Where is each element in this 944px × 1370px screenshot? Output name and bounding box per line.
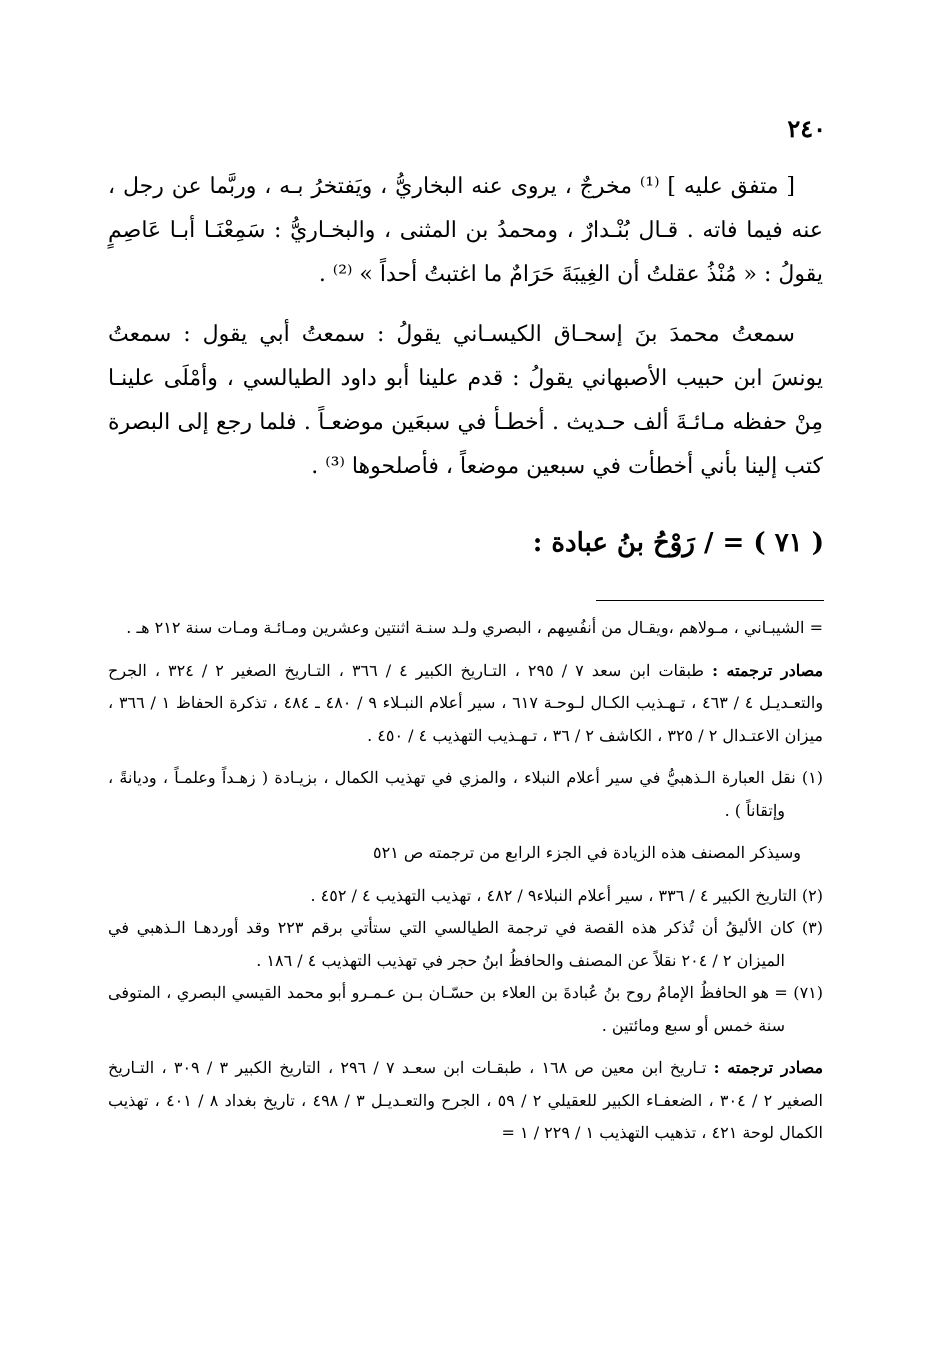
- page-number: ٢٤٠: [787, 114, 826, 143]
- footnote-1: (١) نقل العبارة الـذهبيُّ في سير أعلام النبلاء ، والمزي في تهذيب الكمال ، بزيـادة ( زهـداً وعلمـاً ، وديانةً ، وإتقاناً ) .: [108, 768, 823, 820]
- sources-text: طبقات ابن سعد ٧ / ٢٩٥ ، التـاريخ الكبير ٤ / ٣٦٦ ، التـاريخ الصغير ٢ / ٣٢٤ ، الجرح والتعـديـل ٤ / ٤٦٣ ، تـهـذيب الكـال لـوحـة ٦١٧ ، سير أعلام النبـلاء ٩ / ٤٨٠ ـ ٤٨٤ ، تذكرة الحفاظ ١ / ٣٦٦ ، ميزان الاعتـدال ٢ / ٣٢٥ ، الكاشف ٢ / ٣٦ ، تـهـذيب التهذيب ٤ / ٤٥٠ .: [108, 660, 824, 745]
- sources-label: مصادر ترجمته :: [712, 660, 824, 680]
- footnotes: [108, 612, 823, 1150]
- sources-text: تـاريخ ابن معين ص ١٦٨ ، طبقـات ابن سعـد ٧ / ٢٩٦ ، التاريخ الكبير ٣ / ٣٠٩ ، التـاريخ الصغير ٢ / ٣٠٤ ، الضعفـاء الكبير للعقيلي ٢ / ٥٩ ، الجرح والتعـديـل ٣ / ٤٩٨ ، تاريخ بغداد ٨ / ٤٠١ ، تهذيب الكمال لوحة ٤٢١ ، تذهيب التهذيب ١ / ٢٢٩ / ١ =: [108, 1058, 823, 1142]
- footnote-71: (٧١) = هو الحافظُ الإمامُ روح بنُ عُبادةَ بن العلاء بن حسّـان بـن عـمـرو أبو محمد القيسي البصري ، المتوفى سنة خمس أو سبع ومائتين .: [108, 983, 823, 1035]
- main-paragraph-1: [ متفق عليه ] ⁽¹⁾ مخرجٌ ، يروى عنه البخاريُّ ، ويَفتخرُ بـه ، وربَّما عن رجل ، عنه فيما فاته . قـال بُنْـدارٌ ، ومحمدُ بن المثنى ، والبخـاريُّ : سَمِعْنَـا أبـا عَاصِمٍ يقولُ : « مُنْذُ عقلتُ أن الغِيبَةَ حَرَامٌ ما اغتبتُ أحداً » ⁽²⁾ .: [108, 174, 823, 287]
- footnote-sources-1: [108, 655, 823, 753]
- footnote-2: (٢) التاريخ الكبير ٤ / ٣٣٦ ، سير أعلام النبلاء٩ / ٤٨٢ ، تهذيب التهذيب ٤ / ٤٥٢ .: [310, 885, 823, 905]
- main-paragraph-2: سمعتُ محمدَ بنَ إسحـاق الكيسـاني يقولُ : سمعتُ أبي يقول : سمعتُ يونسَ ابن حبيب الأصبهاني يقولُ : قدم علينا أبو داود الطيالسي ، وأمْلَى علينـا مِنْ حفظه مـائـةَ ألف حـديث . أخطـأ في سبعَين موضعـاً . فلما رجع إلى البصرة كتب إلينا بأني أخطأت في سبعين موضعاً ، فأصلحوها ⁽³⁾ .: [108, 322, 823, 479]
- main-text: [108, 165, 823, 489]
- footnote-continuation: = الشيبـاني ، مـولاهم ،ويقـال من أنفُسِهم ، البصري ولـد سنـة اثنتين وعشرين ومـائـة ومـات سنة ٢١٢ هـ .: [126, 618, 823, 637]
- footnote-1-extra: وسيذكر المصنف هذه الزيادة في الجزء الرابع من ترجمته ص ٥٢١: [373, 843, 801, 862]
- sources-label: مصادر ترجمته :: [713, 1058, 824, 1077]
- footnote-3: (٣) كان الأليقُ أن تُذكر هذه القصة في ترجمة الطيالسي التي ستأتي برقم ٢٢٣ وقد أوردهـا الـذهبي في الميزان ٢ / ٢٠٤ نقلاً عن المصنف والحافظُ ابنُ حجر في تهذيب التهذيب ٤ / ١٨٦ .: [108, 918, 824, 970]
- footnote-separator: [596, 600, 824, 601]
- footnote-sources-71: [108, 1052, 823, 1150]
- entry-heading: ( ٧١ ) = / رَوْحُ بنُ عبادة :: [532, 528, 824, 558]
